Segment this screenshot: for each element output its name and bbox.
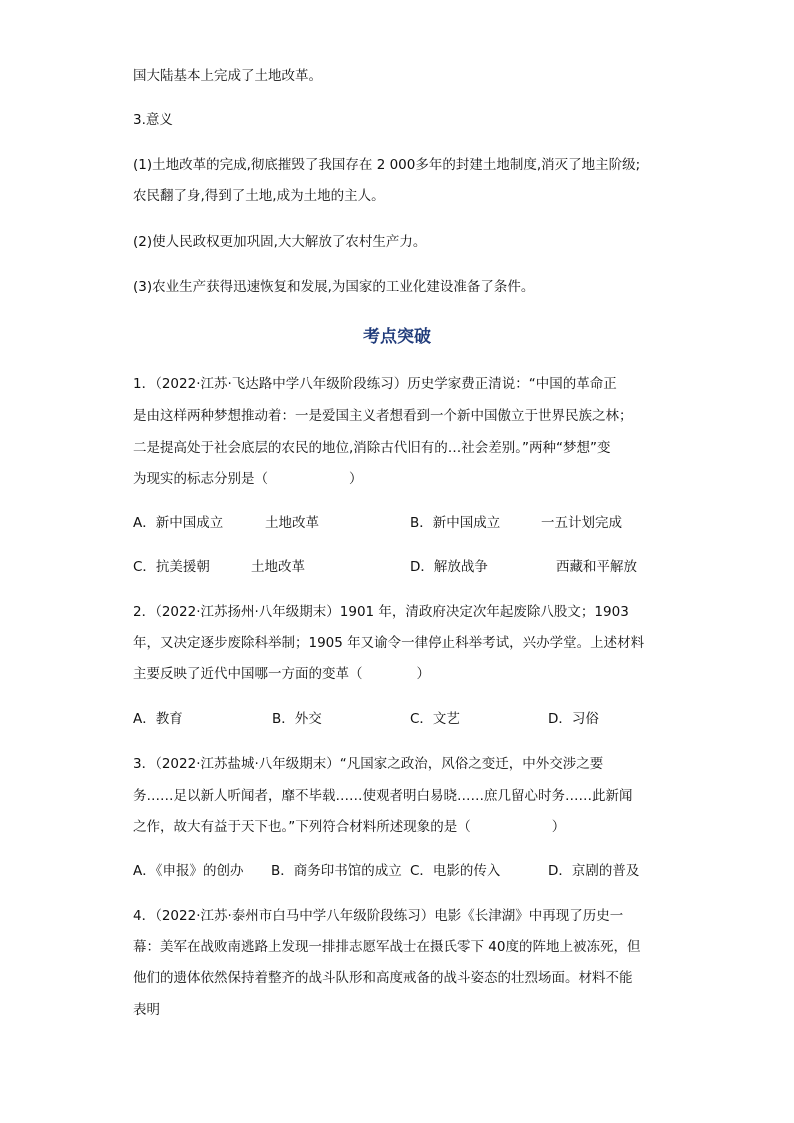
- q2-option-b: B．外交: [272, 711, 322, 727]
- q2-option-c: C．文艺: [410, 711, 460, 727]
- q1-option-a-extra: 土地改革: [265, 515, 319, 531]
- question-1-line-4: 为现实的标志分别是（ ）: [133, 471, 363, 487]
- q1-option-a: A．新中国成立: [133, 515, 224, 531]
- meaning-title: 3.意义: [133, 112, 173, 128]
- q3-option-d: D．京剧的普及: [548, 863, 640, 879]
- question-4-line-1: 4．（2022·江苏·泰州市白马中学八年级阶段练习）电影《长津湖》中再现了历史一: [133, 908, 624, 924]
- meaning-3: (3)农业生产获得迅速恢复和发展,为国家的工业化建设准备了条件。: [133, 279, 535, 295]
- q2-option-d: D．习俗: [548, 711, 599, 727]
- question-2-line-1: 2．（2022·江苏扬州·八年级期末）1901 年，清政府决定次年起废除八股文；1903: [133, 604, 629, 620]
- question-4-line-2: 幕：美军在战败南逃路上发现一排排志愿军战士在摄氏零下 40度的阵地上被冻死，但: [133, 939, 641, 955]
- q1-option-b: B．新中国成立: [410, 515, 501, 531]
- q1-option-d: D．解放战争: [410, 559, 488, 575]
- meaning-1-line-2: 农民翻了身,得到了土地,成为土地的主人。: [133, 188, 385, 204]
- q1-option-b-extra: 一五计划完成: [541, 515, 622, 531]
- question-2-line-2: 年，又决定逐步废除科举制；1905 年又谕令一律停止科举考试，兴办学堂。上述材料: [133, 635, 645, 651]
- question-2-line-3: 主要反映了近代中国哪一方面的变革（ ）: [133, 666, 430, 682]
- q2-option-a: A．教育: [133, 711, 183, 727]
- q1-option-c: C．抗美援朝: [133, 559, 210, 575]
- question-4-line-4: 表明: [133, 1002, 160, 1018]
- meaning-1-line-1: (1)土地改革的完成,彻底摧毁了我国存在 2 000多年的封建土地制度,消灭了地主阶级;: [133, 157, 641, 173]
- q1-option-c-extra: 土地改革: [251, 559, 305, 575]
- question-1-line-1: 1．（2022·江苏·飞达路中学八年级阶段练习）历史学家费正清说：“中国的革命正: [133, 376, 617, 392]
- q3-option-b: B．商务印书馆的成立: [271, 863, 402, 879]
- section-title: 考点突破: [363, 327, 431, 347]
- meaning-2: (2)使人民政权更加巩固,大大解放了农村生产力。: [133, 234, 427, 250]
- question-3-line-1: 3．（2022·江苏盐城·八年级期末）“凡国家之政治，风俗之变迁，中外交涉之要: [133, 756, 604, 772]
- question-4-line-3: 他们的遗体依然保持着整齐的战斗队形和高度戒备的战斗姿态的壮烈场面。材料不能: [133, 970, 633, 986]
- q3-option-c: C．电影的传入: [410, 863, 501, 879]
- intro-text: 国大陆基本上完成了土地改革。: [133, 68, 322, 84]
- q1-option-d-extra: 西藏和平解放: [556, 559, 637, 575]
- question-3-line-2: 务……足以新人听闻者，靡不毕载……使观者明白易晓……庶几留心时务……此新闻: [133, 788, 633, 804]
- question-1-line-2: 是由这样两种梦想推动着：一是爱国主义者想看到一个新中国傲立于世界民族之林；: [133, 408, 633, 424]
- q3-option-a: A．《申报》的创办: [133, 863, 244, 879]
- question-3-line-3: 之作，故大有益于天下也。”下列符合材料所述现象的是（ ）: [133, 819, 566, 835]
- question-1-line-3: 二是提高处于社会底层的农民的地位,消除古代旧有的…社会差别。”两种“梦想”变: [133, 440, 611, 456]
